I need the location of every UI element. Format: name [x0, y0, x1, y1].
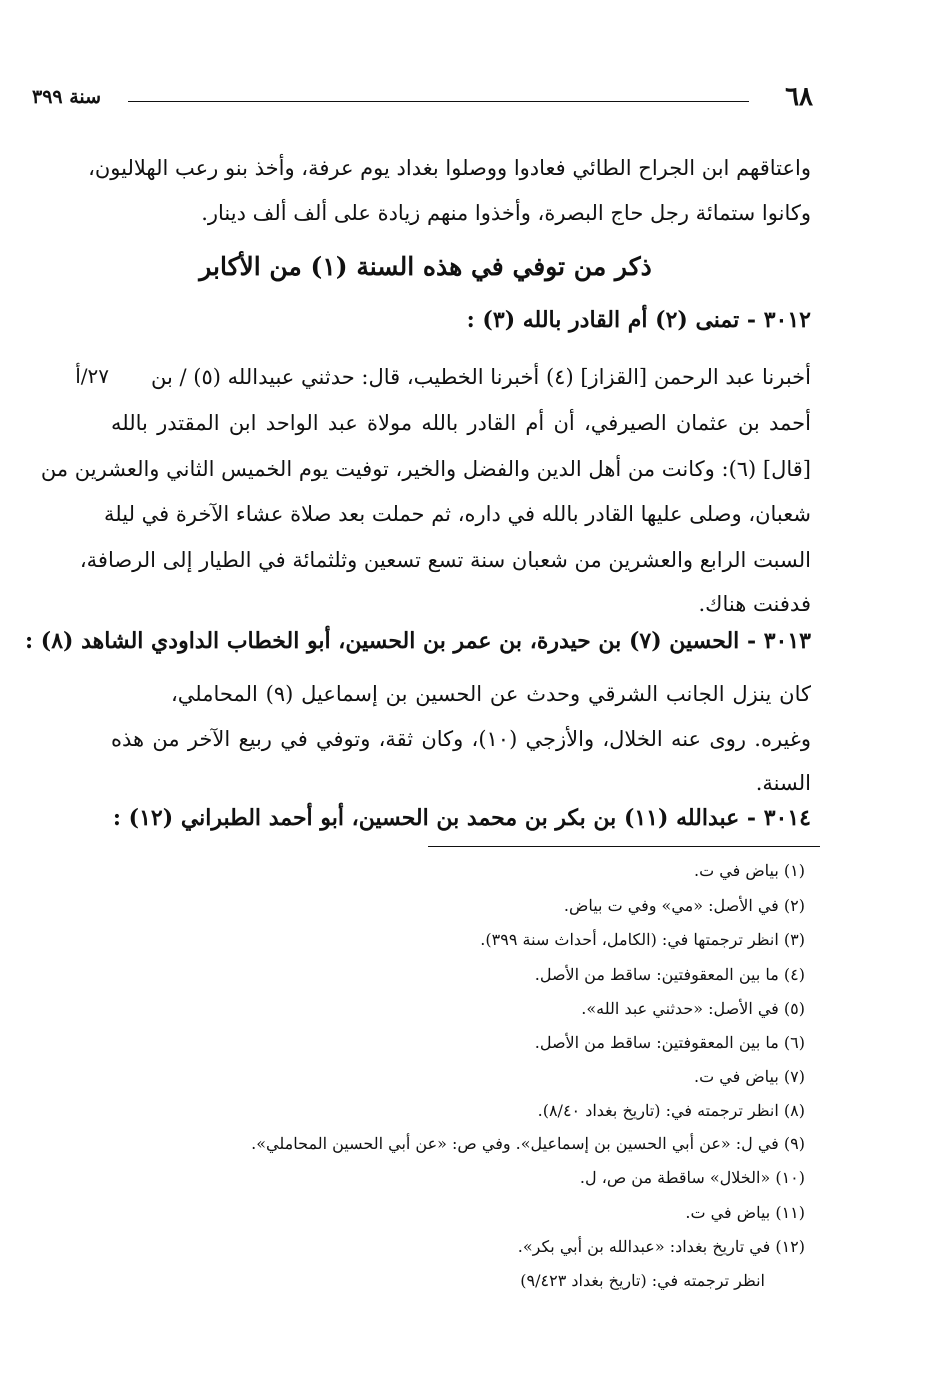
footnote: (٨) انظر ترجمته في: (تاريخ بغداد ٨/٤٠). [537, 1101, 805, 1120]
footnote: (٧) بياض في ت. [694, 1067, 805, 1086]
entry-heading-text: ٣٠١٣ - الحسين (٧) بن حيدرة، بن عمر بن الحسين، أبو الخطاب الداودي الشاهد (٨) : [25, 628, 811, 654]
header-rule [128, 101, 749, 102]
footnote: انظر ترجمته في: (تاريخ بغداد ٩/٤٢٣) [520, 1271, 765, 1290]
intro-line: واعتاقهم ابن الجراح الطائي فعادوا ووصلوا بغداد يوم عرفة، وأخذ بنو رعب الهلاليون، [88, 156, 811, 180]
manuscript-folio-note: ٢٧/أ [75, 364, 109, 388]
footnote: (٦) ما بين المعقوفتين: ساقط من الأصل. [534, 1033, 805, 1052]
footnote: (١٢) في تاريخ بغداد: «عبدالله بن أبي بكر». [517, 1237, 805, 1256]
entry-body-line: السبت الرابع والعشرين من شعبان سنة تسع تسعين وثلثمائة في الطيار إلى الرصافة، [79, 548, 811, 572]
entry-body-line: السنة. [755, 771, 811, 795]
running-header-year: سنة ٣٩٩ [32, 86, 102, 108]
footnote: (٤) ما بين المعقوفتين: ساقط من الأصل. [534, 965, 805, 984]
entry-body-line: [قال] (٦): وكانت من أهل الدين والفضل والخير، توفيت يوم الخميس الثاني والعشرين من [40, 457, 811, 481]
entry-body-line: أخبرنا عبد الرحمن [القزاز] (٤) أخبرنا الخطيب، قال: حدثني عبيدالله (٥) / بن [151, 365, 811, 389]
entry-body-line: أحمد بن عثمان الصيرفي، أن أم القادر بالله مولاة عبد الواحد ابن المقتدر بالله [111, 411, 811, 435]
entry-body-line: شعبان، وصلى عليها القادر بالله في داره، ثم حملت بعد صلاة عشاء الآخرة في ليلة [104, 502, 811, 526]
footnote: (١٠) «الخلال» ساقطة من ص، ل. [579, 1168, 805, 1187]
footnote-rule [428, 846, 820, 847]
entry-heading [25, 626, 811, 657]
entry-heading-text: ٣٠١٢ - تمنى (٢) أم القادر بالله (٣) : [466, 307, 811, 333]
footnote: (٢) في الأصل: «مي» وفي ت بياض. [563, 896, 805, 915]
page-number: ٦٨ [785, 82, 813, 112]
intro-line: وكانوا ستمائة رجل حاج البصرة، وأخذوا منهم زيادة على ألف ألف دينار. [201, 201, 811, 225]
entry-body-line: فدفنت هناك. [698, 592, 811, 616]
footnote: (٥) في الأصل: «حدثني عبد الله». [581, 999, 805, 1018]
footnote: (٣) انظر ترجمتها في: (الكامل، أحداث سنة ٣٩٩). [480, 930, 805, 949]
entry-heading-text: ٣٠١٤ - عبدالله (١١) بن بكر بن محمد بن الحسين، أبو أحمد الطبراني (١٢) : [112, 805, 811, 831]
footnote: (١١) بياض في ت. [685, 1203, 805, 1222]
entry-heading [111, 803, 811, 834]
entry-body-line: كان ينزل الجانب الشرقي وحدث عن الحسين بن إسماعيل (٩) المحاملي، [171, 682, 811, 706]
entry-heading [111, 305, 811, 336]
entry-body-line: وغيره. روى عنه الخلال، والأزجي (١٠)، وكان ثقة، وتوفي في ربيع الآخر من هذه [111, 727, 812, 751]
footnote: (٩) في ل: «عن أبي الحسين بن إسماعيل». وفي ص: «عن أبي الحسين المحاملي». [251, 1134, 805, 1153]
section-title: ذكر من توفي في هذه السنة (١) من الأكابر [199, 252, 652, 281]
footnote: (١) بياض في ت. [694, 861, 805, 880]
